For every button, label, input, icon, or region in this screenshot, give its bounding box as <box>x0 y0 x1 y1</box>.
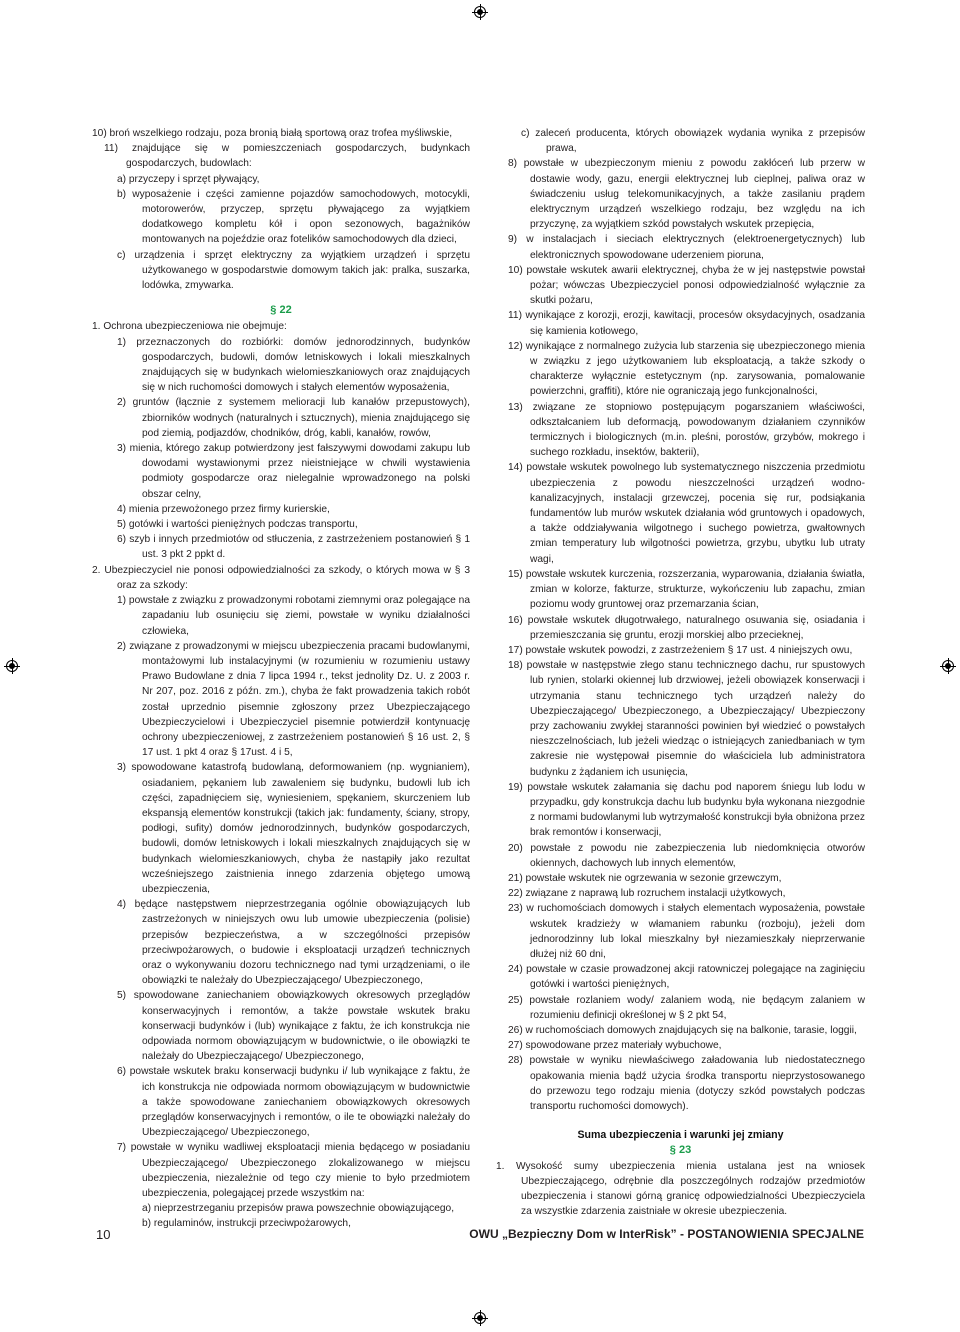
registration-mark-top-icon <box>472 4 488 20</box>
right-paragraph: 27) spowodowane przez materiały wybuchowe, <box>508 1040 722 1052</box>
left-paragraph: a) nieprzestrzeganiu przepisów prawa powszechnie obowiązującego, <box>142 1203 455 1215</box>
registration-mark-bottom-icon <box>472 1310 488 1326</box>
left-paragraph: 4) będące następstwem nieprzestrzegania ogólnie obowiązujących lub zastrzeżonych w niniejszych owu lub umowie ubezpieczenia (polisie) przepisów bezpieczeństwa, a w szczególności przepisów przeciwpożarowych, o budowie i eksploatacji urządzeń technicznych oraz o wykonywaniu dozoru technicznego nad tymi urządzeniami, o ile obowiązki te należały do Ubezpieczającego/ Ubezpieczonego, <box>117 899 470 987</box>
right-paragraph: 13) związane ze stopniowo postępującym pogarszaniem właściwości, odkształcaniem lub deformacją, powodowanym działaniem czynników termicznych i biologicznych (m.in. pleśni, porostów, grzybów, mokrego i suchego rozkładu, insektów, bakterii), <box>508 401 865 459</box>
right-paragraph: 8) powstałe w ubezpieczonym mieniu z powodu zakłóceń lub przerw w dostawie wody, gazu, energii elektrycznej lub cieplnej, paliwa oraz w świadczeniu usług telekomunikacyjnych, a także zasilaniu prądem elektrycznym urządzeń wszelkiego rodzaju, bez względu na ich przyczynę, za wyjątkiem szkód powstałych wskutek przepięcia, <box>508 158 865 231</box>
right-paragraph: 28) powstałe w wyniku niewłaściwego załadowania lub niedostatecznego opakowania mienia bądź użycia środka transportu nieprzystosowanego do przewozu tego rodzaju mienia (dotyczy szkód powstałych podczas transportu ruchomości domowych). <box>508 1055 865 1112</box>
left-paragraph: 6) szyb i innych przedmiotów od stłuczenia, z zastrzeżeniem postanowień § 1 ust. 3 pkt 2 ppkt d. <box>117 534 470 561</box>
right-paragraph: 26) w ruchomościach domowych znajdujących się na balkonie, tarasie, loggii, <box>508 1024 857 1036</box>
right-paragraph: 17) powstałe wskutek powodzi, z zastrzeżeniem § 17 ust. 4 niniejszych owu, <box>508 644 853 656</box>
registration-mark-right-icon <box>940 658 956 674</box>
left-paragraph: 5) gotówki i wartości pieniężnych podczas transportu, <box>117 519 358 531</box>
left-paragraph: 5) spowodowane zaniechaniem obowiązkowych okresowych przeglądów konserwacyjnych i remontów, a także powstałe wskutek braku konserwacji budynków i (lub) wynikające z faktu, że ich konstrukcja nie odpowiada normom obowiązującym w budownictwie, o ile obowiązki te należały do Ubezpieczającego/ Ubezpieczonego, <box>117 990 470 1063</box>
left-paragraph: 2) gruntów (łącznie z systemem melioracji lub kanałów przepustowych), zbiorników wodnych (naturalnych i sztucznych), mienia znajdującego się pod ziemią, podjazdów, chodników, dróg, kabli, kanałów, rowów, <box>117 397 470 439</box>
right-paragraph: 20) powstałe z powodu nie zabezpieczenia lub niedomknięcia otworów okiennych, dachowych lub innych elementów, <box>508 842 865 869</box>
right-paragraph: 9) w instalacjach i sieciach elektrycznych (elektroenergetycznych) lub elektronicznych spowodowane uderzeniem pioruna, <box>508 234 865 261</box>
right-paragraph: 12) wynikające z normalnego zużycia lub starzenia się ubezpieczonego mienia w związku z jego użytkowaniem lub eksploatacją, a także szkody o charakterze wyłącznie estetycznym (np. zarysowania, pomalowanie powierzchni, graffiti), które nie ograniczają jego funkcjonalności, <box>508 340 865 398</box>
left-column <box>92 126 470 1232</box>
left-paragraph: 3) mienia, którego zakup potwierdzony jest fałszywymi dowodami zakupu lub dowodami wystawionymi przez nieistniejące w chwili wystawienia podmioty gospodarcze oraz nielegalnie wprowadzonego na polski obszar celny, <box>117 443 470 500</box>
left-paragraph: 10) broń wszelkiego rodzaju, poza bronią białą sportową oraz trofea myśliwskie, <box>92 128 453 139</box>
right-paragraph: Suma ubezpieczenia i warunki jej zmiany <box>577 1129 784 1142</box>
right-column <box>496 126 865 1219</box>
right-paragraph: § 23 <box>669 1144 692 1157</box>
right-paragraph: 22) związane z naprawą lub rozruchem instalacji użytkowych, <box>508 888 786 900</box>
right-paragraph: 19) powstałe wskutek załamania się dachu pod naporem śniegu lub lodu w przypadku, gdy konstrukcja dachu lub budynku była wykonana niezgodnie z normami budowlanymi lub wytrzymałość konstrukcji była obniżona przez brak remontów i konserwacji, <box>508 781 865 839</box>
left-paragraph: 11) znajdujące się w pomieszczeniach gospodarczych, budynkach gospodarczych, budowlach: <box>104 143 470 170</box>
left-paragraph: b) wyposażenie i części zamienne pojazdów samochodowych, motocykli, motorowerów, przyczep, sprzętu pływającego za wyjątkiem dodatkowego kompletu kół i opon sezonowych, bagażników montowanych na pojeździe oraz fotelików samochodowych dla dzieci, <box>117 188 470 246</box>
left-paragraph: 6) powstałe wskutek braku konserwacji budynku i/ lub wynikające z faktu, że ich konstrukcja nie odpowiada normom obowiązującym w budownictwie a także spowodowane zaniechaniem obowiązkowych okresowych przeglądów konserwacyjnych i remontów, o ile te obowiązki należały do Ubezpieczającego/ Ubezpieczonego, <box>117 1066 470 1139</box>
right-paragraph: 18) powstałe w następstwie złego stanu technicznego dachu, rur spustowych lub rynien, stolarki okiennej lub drzwiowej, jeżeli obowiązek konserwacji i utrzymania stanu technicznego tych urządzeń należy do Ubezpieczającego/ Ubezpieczonego, a Ubezpieczający/ Ubezpieczony przy zachowaniu zwykłej staranności powinien był wiedzieć o powstałych nieszczelnościach, lub jeżeli wiedząc o istniejących zaniedbaniach w tym zakresie nie występował pisemnie do właściciela lub administratora budynku z żądaniem ich usunięcia, <box>508 660 865 778</box>
left-paragraph: 3) spowodowane katastrofą budowlaną, deformowaniem (np. wygnianiem), osiadaniem, pękaniem lub zawaleniem się budynku, budowli lub ich części, zapadnięciem się, wyniesieniem, spękaniem, skurczeniem lub ekspansją elementów konstrukcji (takich jak: fundamenty, ściany, stropy, podłogi, sufity) domów jednorodzinnych, budynków gospodarczych, budowli, domów letniskowych i lokali mieszkalnych znajdujących się w budynkach wielomieszkaniowych, chyba że nastąpiły jako rezultat wcześniejszego zaistnienia innego zdarzenia objętego umową ubezpieczenia, <box>117 762 470 895</box>
right-paragraph: c) zaleceń producenta, których obowiązek wydania wynika z przepisów prawa, <box>521 128 865 155</box>
right-paragraph: 1. Wysokość sumy ubezpieczenia mienia ustalana jest na wniosek Ubezpieczającego, odrębnie dla poszczególnych rodzajów przedmiotów ubezpieczenia i stanowi górną granicę odpowiedzialności Ubezpieczyciela za wszystkie zdarzenia zaistniałe w okresie ubezpieczenia. <box>496 1160 865 1218</box>
left-paragraph: b) regulaminów, instrukcji przeciwpożarowych, <box>142 1218 351 1230</box>
left-paragraph: a) przyczepy i sprzęt pływający, <box>117 173 260 185</box>
right-paragraph: 25) powstałe rozlaniem wody/ zalaniem wodą, nie będącym zalaniem w rozumieniu definicji określonej w § 2 pkt 54, <box>508 994 865 1021</box>
right-paragraph: 15) powstałe wskutek kurczenia, rozszerzania, wyparowania, działania światła, zmian w kolorze, fakturze, strukturze, wykończeniu lub zapachu, zmian poziomu wody gruntowej oraz przemarzania ścian, <box>508 568 865 611</box>
right-paragraph: 21) powstałe wskutek nie ogrzewania w sezonie grzewczym, <box>508 872 782 884</box>
left-paragraph: 7) powstałe w wyniku wadliwej eksploatacji mienia będącego w posiadaniu Ubezpieczającego/ Ubezpieczonego zlokalizowanego w miejscu ubezpieczenia, niezależnie od tego czy mienie to było przedmiotem ubezpieczenia, polegającej przede wszystkim na: <box>117 1142 470 1200</box>
left-paragraph: 2) związane z prowadzonymi w miejscu ubezpieczenia pracami budowlanymi, montażowymi lub instalacyjnymi (w rozumieniu w rozumieniu ustawy Prawo Budowlane z dnia 7 lipca 1994 r., tekst jednolity Dz. U. z 2003 r. Nr 207, poz. 2016 z późn. zm.), chyba że fakt prowadzenia takich robót został uprzednio pisemnie zgłoszony przez Ubezpieczającego Ubezpieczycielowi i Ubezpieczyciel pisemnie potwierdził kontynuację ochrony ubezpieczeniowej, z zastrzeżeniem postanowień § 16 ust. 2, § 17 ust. 1 pkt 4 oraz § 17ust. 4 i 5, <box>117 640 470 759</box>
left-paragraph: 4) mienia przewożonego przez firmy kurierskie, <box>117 503 330 515</box>
right-paragraph: 16) powstałe wskutek długotrwałego, naturalnego osuwania się, osiadania i przemieszczania się gruntu, erozji morskiej albo przecieknej, <box>508 614 865 641</box>
left-paragraph: 1) powstałe z związku z prowadzonymi robotami ziemnymi oraz polegające na zapadaniu lub osunięciu się ziemi, powstałe w wyniku działalności człowieka, <box>117 595 470 637</box>
left-paragraph: 1. Ochrona ubezpieczeniowa nie obejmuje: <box>92 321 287 333</box>
footer-title: OWU „Bezpieczny Dom w InterRisk” - POSTANOWIENIA SPECJALNE <box>469 1227 864 1241</box>
right-paragraph: 14) powstałe wskutek powolnego lub systematycznego niszczenia przedmiotu ubezpieczenia z powodu nieszczelności urządzeń wodno-kanalizacyjnych, instalacji grzewczej, pocenia się rur, podsiąkania fundamentów lub murów wskutek działania wód gruntowych i opadowych, a także oddziaływania wilgotnego i suchego powietrza, gwałtownych zmian temperatury lub wilgotności powietrza, grzybu, ubytku lub utraty wagi, <box>508 462 865 565</box>
registration-mark-left-icon <box>4 658 20 674</box>
left-paragraph: § 22 <box>270 304 292 317</box>
right-paragraph: 23) w ruchomościach domowych i stałych elementach wyposażenia, powstałe wskutek kradzieży w włamaniem rabunku (rozboju), jeżeli dom jednorodzinny lub lokal mieszkalny był niezamieszkały nieprzerwanie dłużej niż 60 dni, <box>508 903 865 960</box>
left-paragraph: c) urządzenia i sprzęt elektryczny za wyjątkiem urządzeń i sprzętu użytkowanego w gospodarstwie domowym takich jak: pralka, suszarka, lodówka, zmywarka. <box>117 249 470 292</box>
right-paragraph: 10) powstałe wskutek awarii elektrycznej, chyba że w jej następstwie powstał pożar; wówczas Ubezpieczyciel ponosi odpowiedzialność wyłącznie za skutki pożaru, <box>508 264 865 307</box>
left-paragraph: 2. Ubezpieczyciel nie ponosi odpowiedzialności za szkody, o których mowa w § 3 oraz za szkody: <box>92 564 470 591</box>
left-paragraph: 1) przeznaczonych do rozbiórki: domów jednorodzinnych, budynków gospodarczych, budowli, domów letniskowych i lokali mieszkalnych znajdujących się w budynkach wielomieszkaniowych oraz znajdujących się w nich ruchomości domowych i stałych elementów wyposażenia, <box>117 336 470 394</box>
page-number: 10 <box>96 1227 111 1242</box>
right-paragraph: 11) wynikające z korozji, erozji, kawitacji, procesów oksydacyjnych, osadzania się kamienia kotłowego, <box>508 310 865 337</box>
right-paragraph: 24) powstałe w czasie prowadzonej akcji ratowniczej polegające na zaginięciu gotówki i wartości pieniężnych, <box>508 964 865 991</box>
